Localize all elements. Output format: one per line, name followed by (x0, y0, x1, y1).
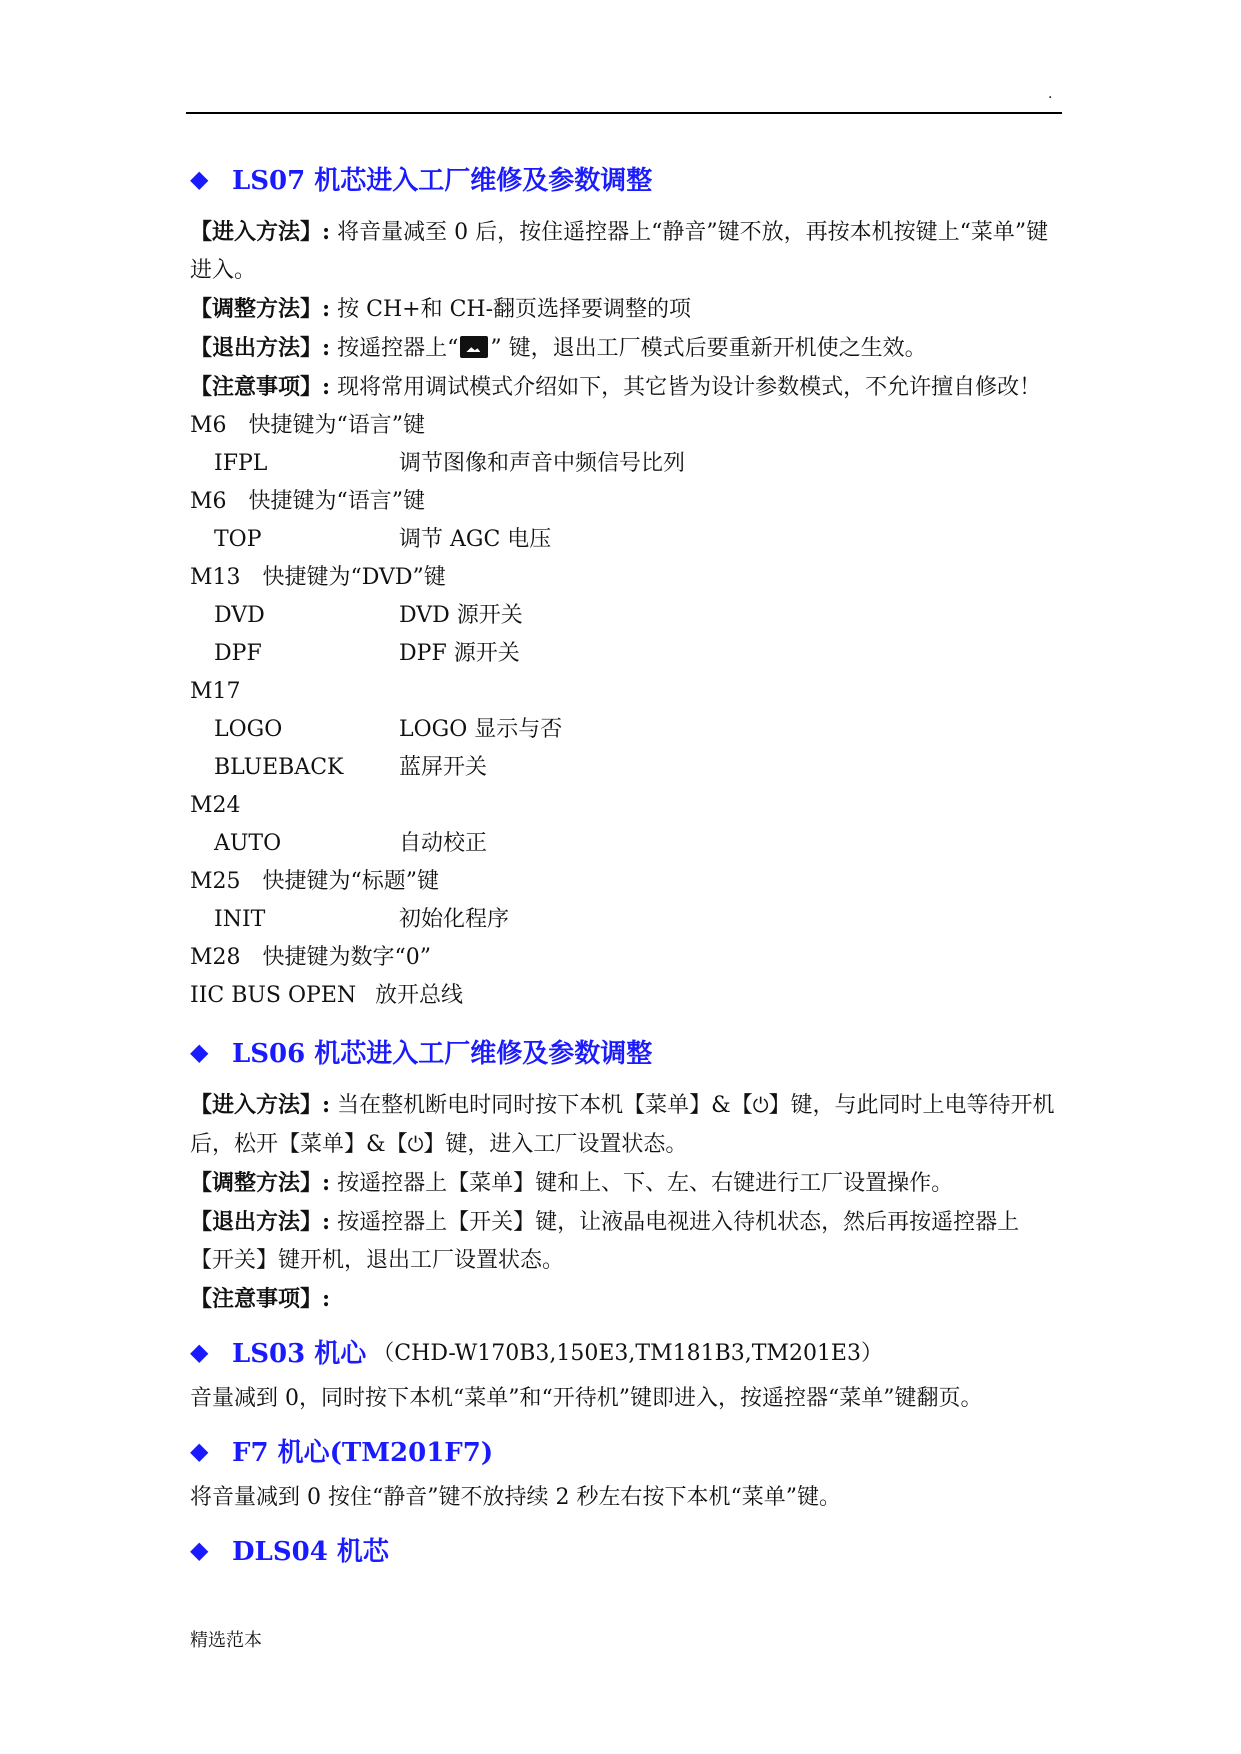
mode-heading-row (190, 483, 1060, 521)
mode-setting-row (190, 901, 1060, 939)
adjust-label: 【调整方法】: (190, 296, 331, 322)
section-title-dls04 (190, 1531, 1060, 1568)
enter-method (190, 1086, 1060, 1164)
mode-setting-row (190, 597, 1060, 635)
mode-heading: M24 (190, 793, 241, 818)
power-icon: ⏻ (407, 1132, 424, 1156)
mode-heading-row (190, 787, 1060, 825)
exit-text-b: ” 键，退出工厂模式后要重新开机使之生效。 (490, 336, 927, 361)
exit-text-a: 按遥控器上“ (337, 336, 459, 361)
mode-heading: M6 快捷键为“语言”键 (190, 489, 426, 514)
section-title-ls03 (190, 1333, 1060, 1370)
section-title-ls07 (190, 160, 1060, 197)
mode-code: BLUEBACK (214, 755, 344, 780)
enter-label: 【进入方法】: (190, 1092, 331, 1118)
header-mark: . (1048, 86, 1053, 102)
mode-desc: 初始化程序 (399, 907, 510, 932)
mode-list (190, 407, 1060, 977)
section-title-text: LS03 机心 (232, 1339, 367, 1369)
section-title-text: DLS04 机芯 (232, 1537, 389, 1567)
enter-method (190, 213, 1060, 290)
f7-instructions: 将音量减到 0 按住“静音”键不放持续 2 秒左右按下本机“菜单”键。 (190, 1485, 841, 1510)
note-label: 【注意事项】: (190, 374, 331, 400)
mode-heading: M13 快捷键为“DVD”键 (190, 565, 446, 590)
diamond-bullet-icon: ◆ (190, 1037, 209, 1066)
section-title-text: LS06 机芯进入工厂维修及参数调整 (232, 1039, 653, 1069)
mode-setting-row (190, 825, 1060, 863)
exit-label: 【退出方法】: (190, 1209, 331, 1235)
mode-code: IIC BUS OPEN (190, 983, 357, 1008)
mode-heading-row (190, 939, 1060, 977)
adjust-label: 【调整方法】: (190, 1170, 331, 1196)
mode-heading-row (190, 407, 1060, 445)
section-title-text: LS07 机芯进入工厂维修及参数调整 (232, 166, 653, 196)
mode-heading: M25 快捷键为“标题”键 (190, 869, 440, 894)
footer-label: 精选范本 (190, 1630, 262, 1651)
adjust-method (190, 1164, 1060, 1203)
mode-code: INIT (214, 907, 266, 932)
mode-desc: 蓝屏开关 (399, 755, 488, 780)
mode-code: DVD (214, 603, 265, 628)
power-icon: ⏻ (752, 1093, 769, 1117)
enter-label: 【进入方法】: (190, 219, 331, 245)
mode-setting-row (190, 445, 1060, 483)
header-rule (186, 112, 1062, 114)
note-label: 【注意事项】: (190, 1286, 331, 1312)
diamond-bullet-icon: ◆ (190, 164, 209, 193)
adjust-method (190, 290, 1060, 329)
mode-heading: M17 (190, 679, 241, 704)
mode-heading-row (190, 673, 1060, 711)
mode-setting-row (190, 635, 1060, 673)
mode-code: DPF (214, 641, 262, 666)
mode-desc: 自动校正 (399, 831, 488, 856)
mode-desc: 调节图像和声音中频信号比列 (399, 451, 686, 476)
adjust-text: 按 CH+和 CH-翻页选择要调整的项 (337, 297, 692, 322)
document-body (190, 160, 1060, 1584)
exit-method (190, 1203, 1060, 1280)
mode-setting-row (190, 749, 1060, 787)
section-title-text: F7 机心(TM201F7) (232, 1438, 494, 1468)
mode-code: LOGO (214, 717, 283, 742)
mode-desc: DVD 源开关 (399, 603, 523, 628)
mode-heading: M28 快捷键为数字“0” (190, 945, 432, 970)
note (190, 1280, 1060, 1319)
diamond-bullet-icon: ◆ (190, 1436, 209, 1465)
section-title-f7 (190, 1432, 1060, 1469)
exit-method (190, 329, 1060, 368)
mode-code: AUTO (214, 831, 282, 856)
note (190, 368, 1060, 407)
mode-code: TOP (214, 527, 262, 552)
adjust-text: 按遥控器上【菜单】键和上、下、左、右键进行工厂设置操作。 (337, 1171, 954, 1196)
mode-desc: DPF 源开关 (399, 641, 520, 666)
enter-text-c: 】键，进入工厂设置状态。 (423, 1132, 688, 1157)
enter-text-a: 当在整机断电时同时按下本机【菜单】&【 (337, 1093, 753, 1118)
mode-desc: 放开总线 (375, 983, 464, 1008)
mode-desc: LOGO 显示与否 (399, 717, 563, 742)
mode-heading-row (190, 863, 1060, 901)
mode-setting-row (190, 521, 1060, 559)
mode-code: IFPL (214, 451, 268, 476)
model-list: （CHD-W170B3,150E3,TM181B3,TM201E3） (372, 1341, 883, 1366)
diamond-bullet-icon: ◆ (190, 1535, 209, 1564)
mode-heading-row (190, 559, 1060, 597)
exit-label: 【退出方法】: (190, 335, 331, 361)
mode-desc: 调节 AGC 电压 (399, 527, 552, 552)
exit-text: 按遥控器上【开关】键，让液晶电视进入待机状态，然后再按遥控器上【开关】键开机，退出工厂设置状态。 (190, 1210, 1020, 1273)
mode-heading: M6 快捷键为“语言”键 (190, 413, 426, 438)
mode-setting-row (190, 711, 1060, 749)
ls03-instructions: 音量减到 0，同时按下本机“菜单”和“开待机”键即进入，按遥控器“菜单”键翻页。 (190, 1386, 983, 1411)
enter-text: 将音量减至 0 后，按住遥控器上“静音”键不放，再按本机按键上“菜单”键进入。 (190, 220, 1049, 283)
section-title-ls06 (190, 1033, 1060, 1070)
list-item (190, 977, 1060, 1015)
note-text: 现将常用调试模式介绍如下，其它皆为设计参数模式，不允许擅自修改！ (337, 375, 1042, 400)
diamond-bullet-icon: ◆ (190, 1337, 209, 1366)
picture-mode-icon (460, 336, 488, 358)
enter-text-b: 】键，与此同时上电等待开机后，松开【菜单】&【 (190, 1093, 1055, 1157)
